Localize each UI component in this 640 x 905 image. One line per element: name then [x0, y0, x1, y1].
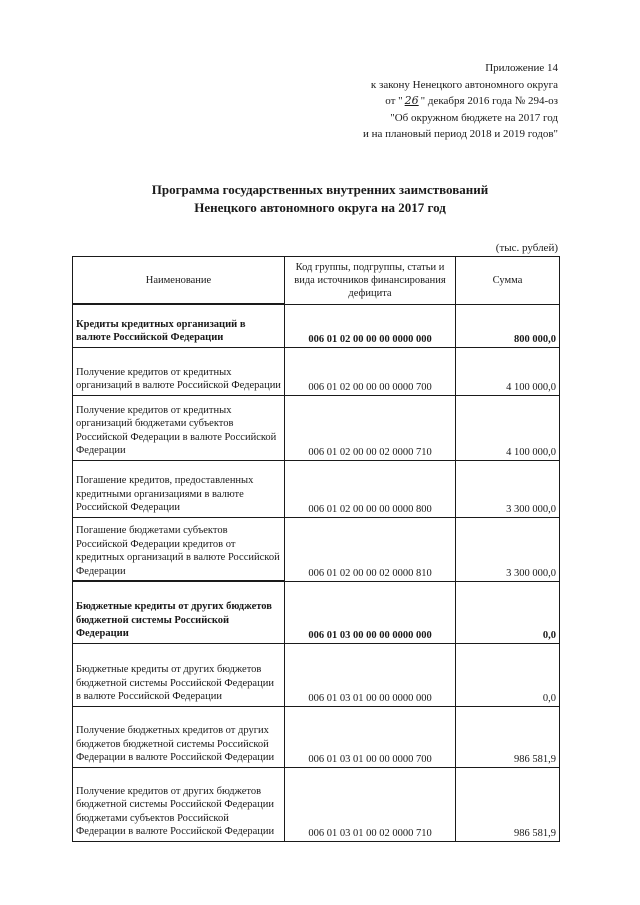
- table-row: [73, 460, 560, 517]
- row-name: Бюджетные кредиты от других бюджетов бюджетной системы Российской Федерации: [73, 581, 285, 643]
- law-date: [238, 93, 558, 110]
- row-sum: 3 300 000,0: [456, 517, 560, 581]
- row-sum: 800 000,0: [456, 304, 560, 347]
- row-code: 006 01 03 00 00 00 0000 000: [285, 581, 456, 643]
- header-code: Код группы, подгруппы, статьи и вида источников финансирования дефицита: [285, 257, 456, 305]
- appendix-number: Приложение 14: [485, 62, 558, 74]
- table-row: [73, 767, 560, 841]
- handwritten-day: 26: [404, 94, 419, 107]
- row-code: 006 01 02 00 00 02 0000 810: [285, 517, 456, 581]
- law-title-line2: и на плановый период 2018 и 2019 годов": [362, 128, 558, 140]
- row-name: Погашение кредитов, предоставленных кредитными организациями в валюте Российской Федерации: [73, 460, 285, 517]
- table-row: [73, 706, 560, 767]
- table-row: [73, 517, 560, 581]
- row-name: Погашение бюджетами субъектов Российской Федерации кредитов от кредитных организаций в валюте Российской Федерации: [73, 517, 285, 581]
- row-name: Получение кредитов от кредитных организаций бюджетами субъектов Российской Федерации в валюте Российской Федерации: [73, 395, 285, 460]
- row-code: 006 01 02 00 00 02 0000 710: [285, 395, 456, 460]
- row-code: 006 01 03 01 00 02 0000 710: [285, 767, 456, 841]
- law-reference: к закону Ненецкого автономного округа: [370, 78, 558, 91]
- law-date-suffix: " декабря 2016 года № 294-оз: [420, 95, 558, 107]
- row-code: 006 01 02 00 00 00 0000 700: [285, 347, 456, 395]
- borrowings-table: [72, 256, 560, 842]
- row-name: Получение бюджетных кредитов от других бюджетов бюджетной системы Российской Федерации в валюте Российской Федерации: [73, 706, 285, 767]
- law-title-line1: "Об окружном бюджете на 2017 год: [390, 111, 558, 124]
- row-code: 006 01 02 00 00 00 0000 000: [285, 304, 456, 347]
- document-title: [0, 181, 640, 217]
- row-sum: 4 100 000,0: [456, 347, 560, 395]
- row-sum: 4 100 000,0: [456, 395, 560, 460]
- row-sum: 0,0: [456, 643, 560, 706]
- header-sum: Сумма: [456, 257, 560, 305]
- table-row: [73, 581, 560, 643]
- table-row: [73, 347, 560, 395]
- row-code: 006 01 02 00 00 00 0000 800: [285, 460, 456, 517]
- law-date-prefix: от ": [385, 95, 403, 107]
- appendix-header: [238, 60, 558, 143]
- row-name: Получение кредитов от кредитных организаций в валюте Российской Федерации: [73, 347, 285, 395]
- row-sum: 986 581,9: [456, 767, 560, 841]
- units-label: (тыс. рублей): [495, 242, 558, 254]
- row-name: Бюджетные кредиты от других бюджетов бюджетной системы Российской Федерации в валюте Российской Федерации: [73, 643, 285, 706]
- title-line1: Программа государственных внутренних заимствований: [151, 182, 489, 197]
- title-line2: Ненецкого автономного округа на 2017 год: [194, 200, 446, 215]
- row-code: 006 01 03 01 00 00 0000 700: [285, 706, 456, 767]
- row-sum: 0,0: [456, 581, 560, 643]
- row-code: 006 01 03 01 00 00 0000 000: [285, 643, 456, 706]
- header-name: Наименование: [73, 257, 285, 305]
- row-name: Кредиты кредитных организаций в валюте Российской Федерации: [73, 304, 285, 347]
- table-header-row: [73, 257, 560, 305]
- row-sum: 986 581,9: [456, 706, 560, 767]
- row-name: Получение кредитов от других бюджетов бюджетной системы Российской Федерации бюджетами субъектов Российской Федерации в валюте Российской Федерации: [73, 767, 285, 841]
- row-sum: 3 300 000,0: [456, 460, 560, 517]
- table-row: [73, 643, 560, 706]
- table-row: [73, 395, 560, 460]
- table-row: [73, 304, 560, 347]
